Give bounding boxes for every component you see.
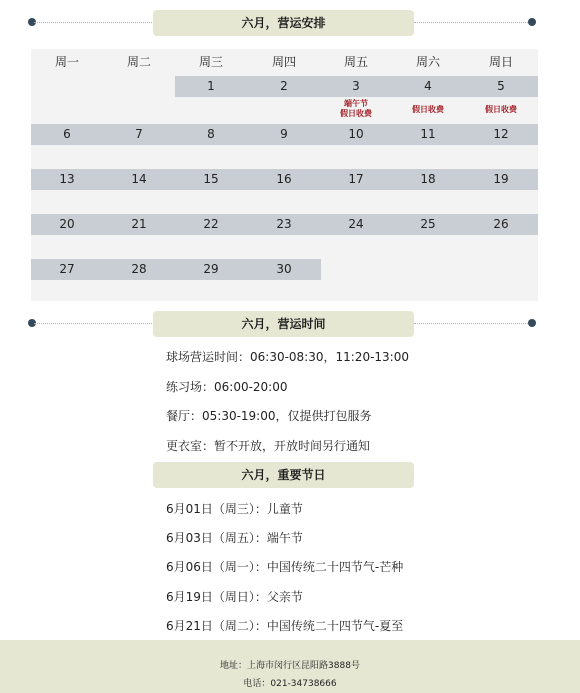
calendar-day: 19	[493, 172, 509, 186]
weekday-header-fri: 周五	[343, 55, 368, 69]
calendar-day: 14	[131, 172, 147, 186]
calendar-day: 15	[203, 172, 219, 186]
calendar-day: 9	[280, 127, 288, 141]
holiday-note: 端午节	[344, 99, 368, 108]
course-hours-text: 球场营运时间：06:30-08:30，11:20-13:00	[166, 350, 409, 364]
weekday-header-sat: 周六	[415, 55, 440, 69]
holidays-title: 六月，重要节日	[153, 462, 414, 488]
calendar-day: 5	[497, 79, 505, 93]
holidays-section-header	[0, 462, 580, 488]
divider	[34, 323, 152, 324]
calendar-day: 1	[207, 79, 215, 93]
calendar-day: 6	[63, 127, 71, 141]
restaurant-hours-text: 餐厅：05:30-19:00，仅提供打包服务	[166, 409, 372, 423]
weekday-header-sun: 周日	[488, 55, 513, 69]
locker-room-hours-text: 更衣室：暂不开放，开放时间另行通知	[166, 439, 371, 453]
calendar-day: 25	[420, 217, 436, 231]
calendar-day: 10	[348, 127, 364, 141]
calendar-day: 22	[203, 217, 219, 231]
divider	[414, 22, 530, 23]
calendar-day: 23	[276, 217, 292, 231]
calendar-day: 13	[59, 172, 75, 186]
calendar-day: 20	[59, 217, 75, 231]
weekday-header-mon: 周一	[54, 55, 79, 69]
calendar-day: 11	[420, 127, 436, 141]
divider	[34, 22, 152, 23]
calendar-day: 16	[276, 172, 292, 186]
weekday-header-thu: 周四	[271, 55, 296, 69]
driving-range-hours-text: 练习场：06:00-20:00	[166, 380, 288, 394]
schedule-title: 六月，营运安排	[153, 10, 414, 36]
calendar-day: 28	[131, 262, 147, 276]
address-text: 地址：上海市闵行区昆阳路3888号	[220, 661, 360, 671]
holiday-list-item: 6月21日（周二）：中国传统二十四节气-夏至	[166, 619, 404, 633]
divider	[414, 323, 530, 324]
hours-title: 六月，营运时间	[153, 311, 414, 337]
calendar-day: 30	[276, 262, 292, 276]
weekday-header-tue: 周二	[126, 55, 151, 69]
calendar-day: 3	[352, 79, 360, 93]
calendar-day: 26	[493, 217, 509, 231]
holiday-list-item: 6月19日（周日）：父亲节	[166, 590, 303, 604]
bullet-dot-icon	[528, 18, 536, 26]
holiday-fee-note: 假日收费	[412, 105, 444, 114]
calendar-day: 24	[348, 217, 364, 231]
phone-text: 电话：021-34738666	[243, 679, 337, 689]
calendar-day: 2	[280, 79, 288, 93]
holiday-fee-note: 假日收费	[485, 105, 517, 114]
calendar-day: 29	[203, 262, 219, 276]
holiday-list-item: 6月03日（周五）：端午节	[166, 531, 303, 545]
calendar-day: 17	[348, 172, 364, 186]
calendar-day: 27	[59, 262, 75, 276]
calendar-day: 21	[131, 217, 147, 231]
bullet-dot-icon	[528, 319, 536, 327]
holiday-list-item: 6月06日（周一）：中国传统二十四节气-芒种	[166, 560, 404, 574]
calendar-day: 18	[420, 172, 436, 186]
holiday-list-item: 6月01日（周三）：儿童节	[166, 502, 303, 516]
calendar-day: 8	[207, 127, 215, 141]
holiday-fee-note: 假日收费	[340, 109, 372, 118]
calendar-day: 4	[424, 79, 432, 93]
weekday-header-wed: 周三	[198, 55, 223, 69]
calendar-day: 12	[493, 127, 509, 141]
calendar	[31, 49, 538, 301]
calendar-day: 7	[135, 127, 143, 141]
hours-section-header	[0, 311, 580, 337]
schedule-section-header	[0, 10, 580, 36]
footer	[0, 640, 580, 693]
